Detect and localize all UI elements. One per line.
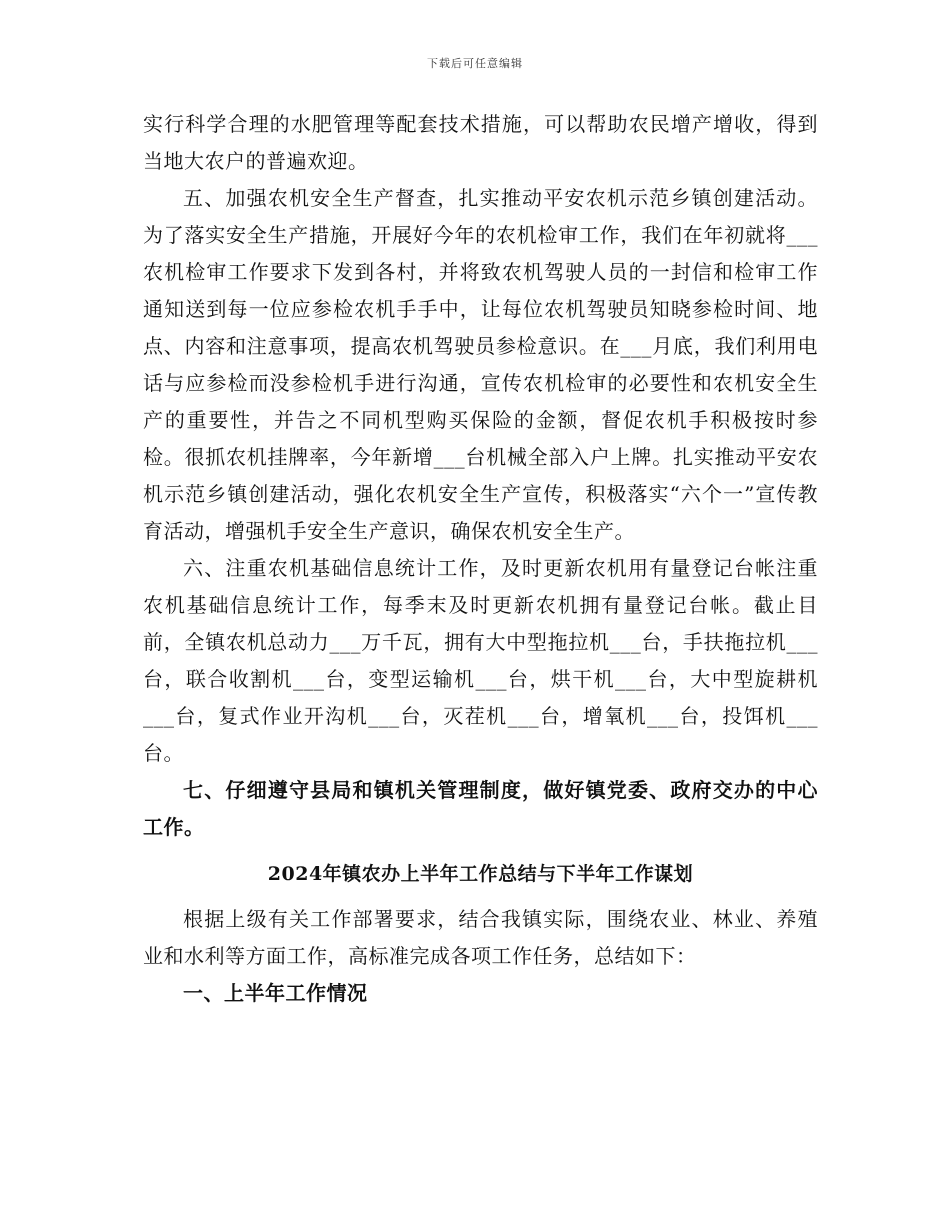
header-note: 下载后可任意编辑: [427, 57, 523, 70]
paragraph-section-seven: 七、仔细遵守县局和镇机关管理制度，做好镇党委、政府交办的中心工作。: [143, 778, 818, 839]
paragraph-section-five: 五、加强农机安全生产督查，扎实推动平安农机示范乡镇创建活动。为了落实安全生产措施，开展好今年的农机检审工作，我们在年初就将___农机检审工作要求下发到各村，并将致农机驾驶人员的一封信和检审工作通知送到每一位应参检农机手手中，让每位农机驾驶员知晓参检时间、地点、内容和注意事项，提高农机驾驶员参检意识。在___月底，我们利用电话与应参检而没参检机手进行沟通，宣传农机检审的必要性和农机安全生产的重要性，并告之不同机型购买保险的金额，督促农机手积极按时参检。很抓农机挂牌率，今年新增___台机械全部入户上牌。扎实推动平安农机示范乡镇创建活动，强化农机安全生产宣传，积极落实“六个一”宣传教育活动，增强机手安全生产意识，确保农机安全生产。: [143, 186, 818, 543]
paragraph-continuation: 实行科学合理的水肥管理等配套技术措施，可以帮助农民增产增收，得到当地大农户的普遍欢迎。: [143, 112, 818, 173]
document-body: [143, 106, 818, 1012]
paragraph-section-six: 六、注重农机基础信息统计工作，及时更新农机用有量登记台帐注重农机基础信息统计工作，每季末及时更新农机拥有量登记台帐。截止目前，全镇农机总动力___万千瓦，拥有大中型拖拉机___台，手扶拖拉机___台，联合收割机___台，变型运输机___台，烘干机___台，大中型旋耕机___台，复式作业开沟机___台，灭茬机___台，增氧机___台，投饵机___台。: [143, 556, 818, 765]
section-heading: 一、上半年工作情况: [183, 981, 368, 1005]
document-title: 2024年镇农办上半年工作总结与下半年工作谋划: [267, 863, 694, 885]
intro-paragraph: 根据上级有关工作部署要求，结合我镇实际，围绕农业、林业、养殖业和水利等方面工作，高标准完成各项工作任务，总结如下：: [143, 907, 818, 968]
